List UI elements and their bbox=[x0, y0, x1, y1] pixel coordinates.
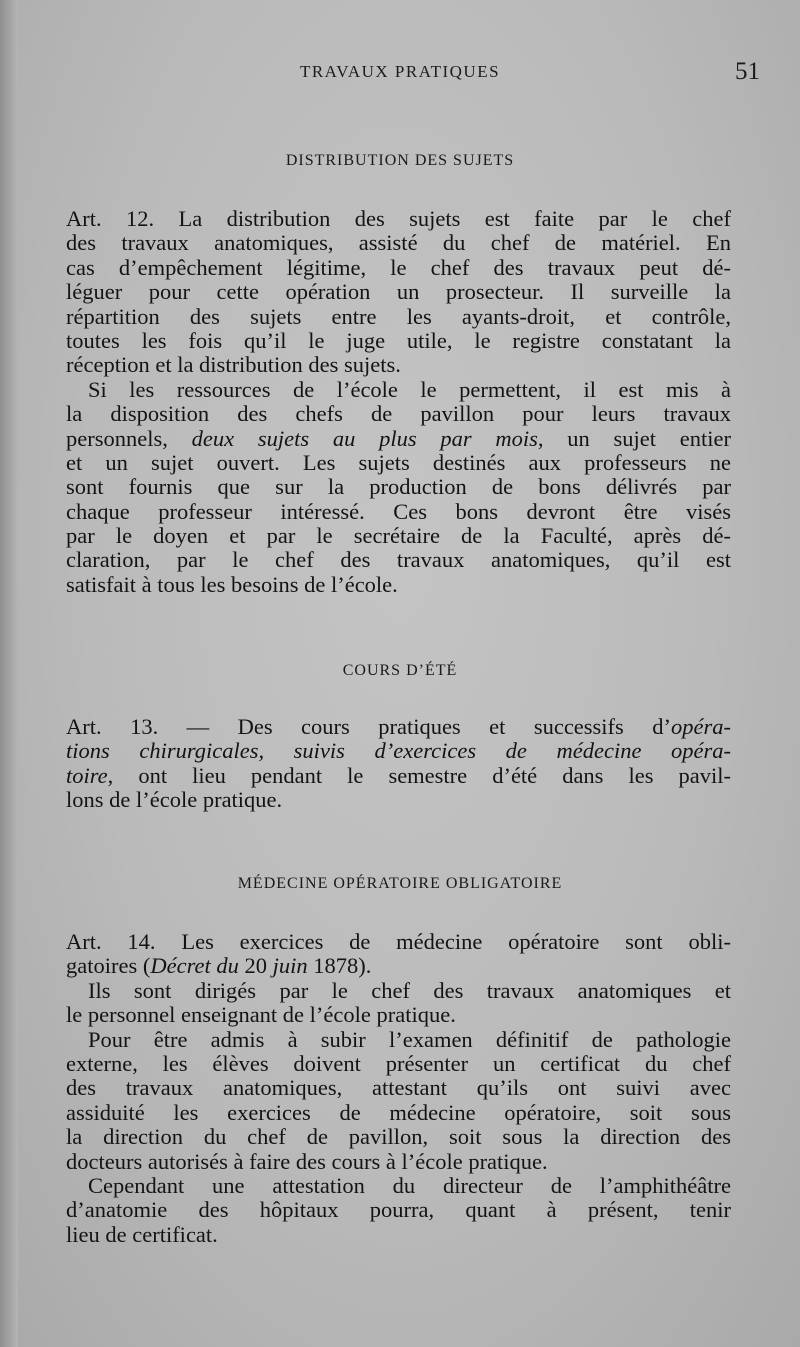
text-line bbox=[66, 764, 731, 788]
text-line: toutes les fois qu’il le juge utile, le registre constatant la bbox=[66, 327, 731, 353]
text-line: docteurs autorisés à faire des cours à l’école pratique. bbox=[66, 1148, 548, 1174]
text-fragment: , ont lieu pendant le semestre d’été dans les pavil- bbox=[107, 762, 731, 788]
text-line bbox=[66, 739, 731, 763]
text-line: léguer pour cette opération un prosecteur. Il surveille la bbox=[66, 279, 731, 305]
text-line: Pour être admis à subir l’examen définitif de pathologie bbox=[88, 1026, 731, 1052]
text-line: assiduité les exercices de médecine opératoire, soit sous bbox=[66, 1099, 731, 1125]
text-line: sont fournis que sur la production de bons délivrés par bbox=[66, 474, 731, 500]
text-line: répartition des sujets entre les ayants-droit, et contrôle, bbox=[66, 303, 731, 329]
running-head bbox=[0, 58, 800, 88]
text-line: des travaux anatomiques, assisté du chef de matériel. En bbox=[66, 230, 731, 256]
text-line bbox=[66, 954, 731, 978]
text-line: externe, les élèves doivent présenter un certificat du chef bbox=[66, 1050, 731, 1076]
text-line bbox=[66, 427, 731, 451]
text-line: Si les ressources de l’école le permettent, il est mis à bbox=[88, 376, 731, 402]
text-fragment: 20 bbox=[244, 953, 267, 979]
italic-phrase: toire bbox=[66, 762, 108, 788]
text-fragment: gatoires ( bbox=[66, 953, 151, 979]
text-line: Art. 12. La distribution des sujets est faite par le chef bbox=[66, 206, 731, 231]
italic-phrase: opéra- bbox=[671, 714, 731, 739]
article-12-text bbox=[66, 207, 731, 597]
section-heading-medecine-operatoire: MÉDECINE OPÉRATOIRE OBLIGATOIRE bbox=[237, 875, 563, 892]
text-line: la disposition des chefs de pavillon pour leurs travaux bbox=[66, 401, 731, 427]
text-line: le personnel enseignant de l’école pratique. bbox=[66, 1002, 456, 1028]
text-fragment: 1878). bbox=[313, 953, 372, 979]
section-heading-distribution: DISTRIBUTION DES SUJETS bbox=[285, 152, 515, 169]
text-fragment: , un sujet entier bbox=[537, 425, 732, 451]
text-line: lieu de certificat. bbox=[66, 1221, 218, 1247]
text-line: claration, par le chef des travaux anatomiques, qu’il est bbox=[66, 547, 731, 573]
italic-phrase: deux sujets au plus par mois bbox=[191, 425, 538, 451]
text-line: des travaux anatomiques, attestant qu’ils ont suivi avec bbox=[66, 1075, 731, 1101]
text-line: par le doyen et par le secrétaire de la Faculté, après dé- bbox=[66, 523, 731, 549]
text-line: et un sujet ouvert. Les sujets destinés aux professeurs ne bbox=[66, 449, 731, 475]
section-heading-cours-ete: COURS D’ÉTÉ bbox=[342, 662, 458, 679]
text-line: satisfait à tous les besoins de l’école. bbox=[66, 571, 398, 597]
text-line: Art. 14. Les exercices de médecine opératoire sont obli- bbox=[66, 929, 731, 954]
italic-phrase: Décret du bbox=[150, 953, 239, 979]
text-line: cas d’empêchement légitime, le chef des travaux peut dé- bbox=[66, 254, 731, 280]
text-line: d’anatomie des hôpitaux pourra, quant à présent, tenir bbox=[66, 1197, 731, 1223]
text-line: Ils sont dirigés par le chef des travaux anatomiques et bbox=[88, 977, 731, 1003]
article-13-text bbox=[66, 715, 731, 813]
text-line: réception et la distribution des sujets. bbox=[66, 352, 401, 378]
text-fragment: personnels, bbox=[66, 425, 168, 451]
text-line: Cependant une attestation du directeur de l’amphithéâtre bbox=[88, 1172, 731, 1198]
italic-phrase: juin bbox=[272, 953, 308, 979]
text-line: chaque professeur intéressé. Ces bons devront être visés bbox=[66, 498, 731, 524]
text-fragment: Art. 13. — Des cours pratiques et successifs d’ bbox=[66, 714, 671, 739]
text-line bbox=[66, 715, 731, 739]
text-line: la direction du chef de pavillon, soit sous la direction des bbox=[66, 1124, 731, 1150]
text-line: lons de l’école pratique. bbox=[66, 787, 283, 813]
italic-phrase: tions chirurgicales, suivis d’exercices de médecine opéra- bbox=[66, 738, 731, 764]
page-number: 51 bbox=[735, 58, 760, 85]
article-14-text bbox=[66, 930, 731, 1247]
running-title: TRAVAUX PRATIQUES bbox=[299, 62, 501, 81]
